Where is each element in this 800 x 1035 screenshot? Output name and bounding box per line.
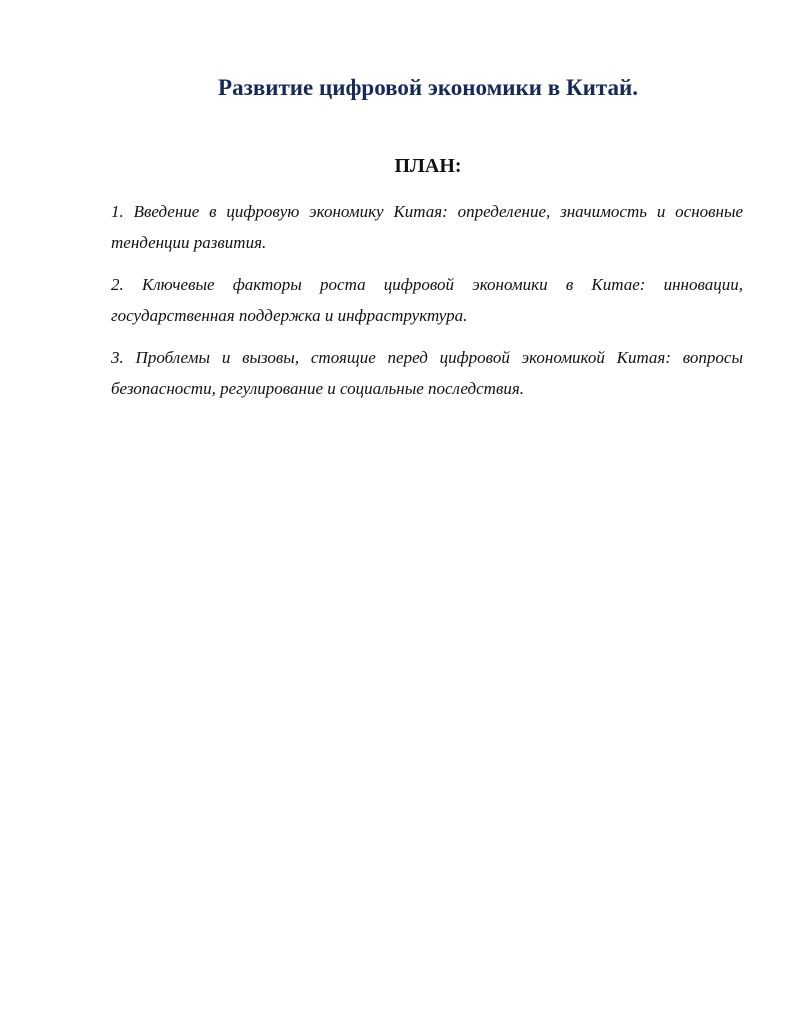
document-title: [0, 72, 800, 104]
document-title-text: Развитие цифровой экономики в Китай.: [218, 75, 638, 100]
plan-list: [111, 196, 743, 415]
plan-item: 2. Ключевые факторы роста цифровой экономики в Китае: инновации, государственная поддержка и инфраструктура.: [111, 275, 743, 325]
plan-item: 1. Введение в цифровую экономику Китая: определение, значимость и основные тенденции развития.: [111, 202, 743, 252]
plan-item: 3. Проблемы и вызовы, стоящие перед цифровой экономикой Китая: вопросы безопасности, регулирование и социальные последствия.: [111, 348, 743, 398]
plan-heading: ПЛАН:: [394, 155, 462, 177]
